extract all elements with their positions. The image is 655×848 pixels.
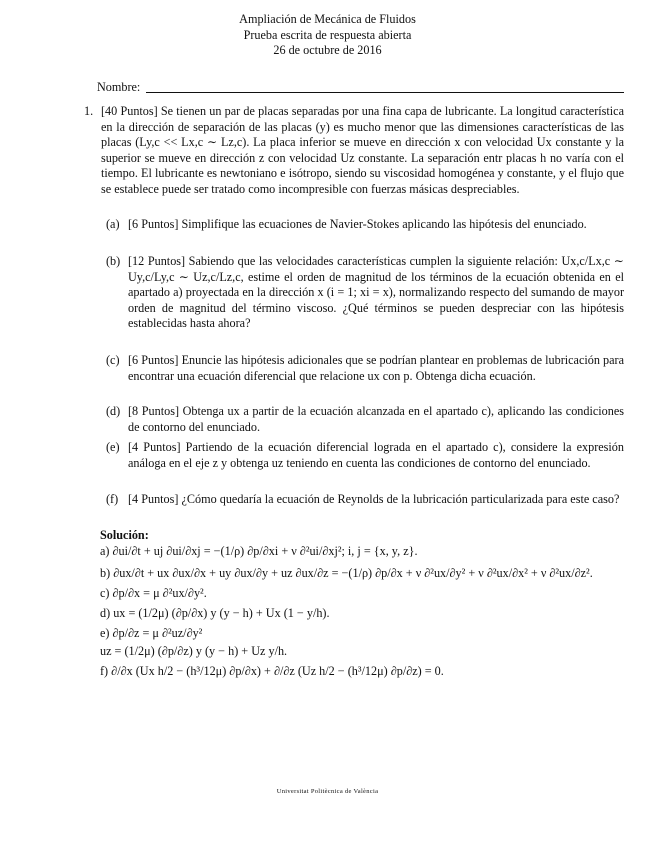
eq-text: ∂p/∂z = μ ∂²uz/∂y² (112, 626, 203, 640)
solution-eq-f (100, 664, 444, 678)
solution-section (100, 528, 620, 678)
subquestion-label: (a) (106, 217, 120, 231)
eq-label: b) (100, 566, 111, 580)
subquestion-text: [8 Puntos] Obtenga ux a partir de la ecuación alcanzada en el apartado c), aplicando las condiciones de contorno del enunciado. (128, 404, 624, 434)
name-label: Nombre: (97, 80, 141, 94)
subquestion-text: [4 Puntos] Partiendo de la ecuación diferencial lograda en el apartado c), considere la expresión análoga en el eje z y obtenga uz teniendo en cuenta las condiciones de contorno del enunciado. (128, 440, 624, 470)
subquestion-label: (c) (106, 353, 120, 367)
eq-text: ∂/∂x (Ux h/2 − (h³/12μ) ∂p/∂x) + ∂/∂z (Uz h/2 − (h³/12μ) ∂p/∂z) = 0. (111, 664, 444, 678)
subquestion-label: (e) (106, 440, 120, 454)
subquestion-b (106, 254, 624, 332)
exam-header (0, 12, 655, 59)
eq-text: ∂ux/∂t + ux ∂ux/∂x + uy ∂ux/∂y + uz ∂ux/∂z = −(1/ρ) ∂p/∂x + ν ∂²ux/∂y² + ν ∂²ux/∂x² + ν ∂²ux/∂z². (113, 566, 593, 580)
solution-eq-c (100, 586, 207, 600)
eq-text: uz = (1/2μ) (∂p/∂z) y (y − h) + Uz y/h. (100, 644, 288, 658)
eq-label: e) (100, 626, 110, 640)
solution-eq-b (100, 566, 593, 580)
exam-date: 26 de octubre de 2016 (273, 43, 382, 57)
solution-eq-a (100, 544, 418, 558)
subquestion-text: [6 Puntos] Simplifique las ecuaciones de Navier-Stokes aplicando las hipótesis del enunciado. (128, 217, 587, 231)
subquestion-label: (d) (106, 404, 121, 418)
subquestion-e (106, 440, 624, 471)
question-text: [40 Puntos] Se tienen un par de placas separadas por una fina capa de lubricante. La longitud característica en la dirección de separación de las placas (y) es mucho menor que las dimensiones características de las placas (Ly,c << Lx,c ∼ Lz,c). La placa inferior se mueve en dirección x con velocidad Ux constante y la superior se mueve en dirección z con velocidad Uz constante. La separación entr placas h no varía con el tiempo. El lubricante es newtoniano e isótropo, siendo su viscosidad homogénea y constante, y el flujo que se establece puede ser tratado como incompresible con fuerzas másicas despreciables. (101, 104, 624, 196)
subquestion-label: (f) (106, 492, 119, 506)
eq-label: c) (100, 586, 110, 600)
subquestion-d (106, 404, 624, 435)
solution-eq-uz (100, 644, 287, 658)
solution-eq-d (100, 606, 330, 620)
subquestion-text: [6 Puntos] Enuncie las hipótesis adicionales que se podrían plantear en problemas de lubricación para encontrar una ecuación diferencial que relacione ux con p. Obtenga dicha ecuación. (128, 353, 624, 383)
solution-eq-e (100, 626, 202, 640)
eq-label: d) (100, 606, 111, 620)
course-title: Ampliación de Mecánica de Fluidos (239, 12, 416, 26)
eq-label: a) (100, 544, 110, 558)
subquestion-text: [4 Puntos] ¿Cómo quedaría la ecuación de Reynolds de la lubricación particularizada para este caso? (128, 492, 620, 506)
name-field-line (146, 92, 624, 93)
eq-text: ∂p/∂x = μ ∂²ux/∂y². (112, 586, 207, 600)
subquestion-f (106, 492, 624, 508)
eq-text: ux = (1/2μ) (∂p/∂x) y (y − h) + Ux (1 − y/h). (113, 606, 330, 620)
question-1 (84, 104, 624, 198)
exam-subtitle: Prueba escrita de respuesta abierta (243, 27, 412, 42)
subquestion-label: (b) (106, 254, 121, 268)
page-footer: Universitat Politècnica de València (276, 788, 379, 795)
question-number: 1. (84, 104, 94, 118)
solution-title: Solución: (100, 528, 149, 542)
subquestion-c (106, 353, 624, 384)
eq-label: f) (100, 664, 109, 678)
subquestion-a (106, 217, 624, 233)
subquestion-text: [12 Puntos] Sabiendo que las velocidades características cumplen la siguiente relación: Ux,c/Lx,c ∼ Uy,c/Ly,c ∼ Uz,c/Lz,c, estime el orden de magnitud de los términos de la ecuación obtenida en el apartado a) proyectada en la dirección x (i = 1; xi = x), normalizando respecto del sumando de mayor orden de magnitud del término viscoso. ¿Qué términos se pueden despreciar con las hipótesis establecidas hasta ahora? (128, 254, 624, 331)
eq-text: ∂ui/∂t + uj ∂ui/∂xj = −(1/ρ) ∂p/∂xi + ν ∂²ui/∂xj²; i, j = {x, y, z}. (112, 544, 418, 558)
